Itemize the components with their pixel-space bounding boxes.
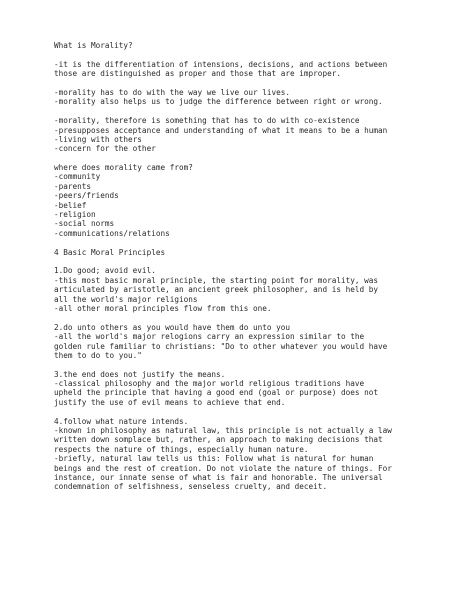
text-line: instance, our innate sense of what is fair and honorable. The universal <box>54 472 383 482</box>
paragraph-gap <box>54 360 466 369</box>
paragraph-gap <box>54 257 466 266</box>
text-line: -this most basic moral principle, the starting point for morality, was <box>54 275 378 285</box>
text-line: -living with others <box>54 134 142 144</box>
paragraph-gap <box>54 238 466 247</box>
list-item: -social norms <box>54 219 115 229</box>
paragraph-gap <box>54 79 466 88</box>
text-line: upheld the principle that having a good end (goal or purpose) does not <box>54 388 378 398</box>
principle-heading: 1.Do good; avoid evil. <box>54 266 156 276</box>
text-line: -morality, therefore is something that has to do with co-existence <box>54 116 360 126</box>
principle-heading: 2.do unto others as you would have them do unto you <box>54 322 291 332</box>
list-item: -community <box>54 172 101 182</box>
paragraph-gap <box>54 313 466 322</box>
text-line: -presupposes acceptance and understanding of what it means to be a human <box>54 125 388 135</box>
list-item: -parents <box>54 181 92 191</box>
text-line: articulated by aristotle, an ancient greek philosopher, and is held by <box>54 285 378 295</box>
list-item: -religion <box>54 210 96 220</box>
text-line: -known in philosophy as natural law, this principle is not actually a law <box>54 426 392 436</box>
text-line: -it is the differentiation of intensions, decisions, and actions between <box>54 59 388 69</box>
text-line: respects the nature of things, especially human nature. <box>54 444 309 454</box>
text-line: -morality also helps us to judge the difference between right or wrong. <box>54 97 383 107</box>
text-line: -classical philosophy and the major world religious traditions have <box>54 379 365 389</box>
section-heading: 4 Basic Moral Principles <box>54 247 166 257</box>
text-line: them to do to you." <box>54 350 142 360</box>
text-line: those are distinguished as proper and those that are improper. <box>54 69 341 79</box>
text-line: -concern for the other <box>54 144 156 154</box>
text-line: -all other moral principles flow from this one. <box>54 303 272 313</box>
document-body <box>54 41 466 492</box>
list-item: -communications/relations <box>54 228 170 238</box>
paragraph-gap <box>54 154 466 163</box>
text-line: golden rule familiar to christians: "Do to other whatever you would have <box>54 341 388 351</box>
list-item: -belief <box>54 200 87 210</box>
list-item: -peers/friends <box>54 191 119 201</box>
text-line: justify the use of evil means to achieve that end. <box>54 397 286 407</box>
principle-heading: 3.the end does not justify the means. <box>54 369 226 379</box>
principle-heading: 4.follow what nature intends. <box>54 416 189 426</box>
text-line: condemnation of selfishness, senseless cruelty, and deceit. <box>54 482 328 492</box>
text-line: -morality has to do with the way we live our lives. <box>54 87 291 97</box>
text-line: all the world's major religions <box>54 294 198 304</box>
document-title: What is Morality? <box>54 41 133 50</box>
paragraph-gap <box>54 407 466 416</box>
text-line: -briefly, natural law tells us this: Follow what is natural for human <box>54 454 374 464</box>
question-heading: where does morality came from? <box>54 163 193 173</box>
text-line: written down somplace but, rather, an approach to making decisions that <box>54 435 383 445</box>
paragraph-gap <box>54 50 466 59</box>
text-line: beings and the rest of creation. Do not violate the nature of things. For <box>54 463 392 473</box>
paragraph-gap <box>54 107 466 116</box>
text-line: -all the world's major relogions carry an expression similar to the <box>54 332 365 342</box>
